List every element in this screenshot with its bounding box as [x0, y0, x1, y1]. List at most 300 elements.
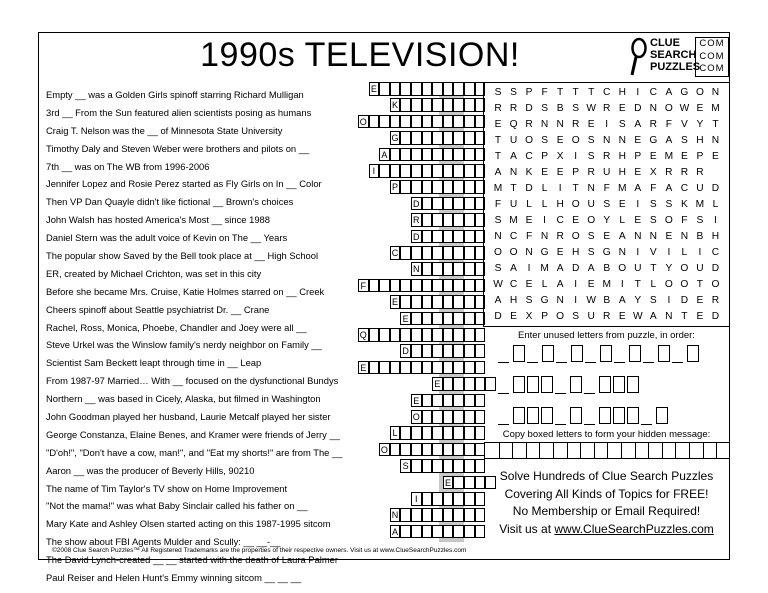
- answer-cell[interactable]: [453, 131, 464, 145]
- website-link[interactable]: www.ClueSearchPuzzles.com: [554, 521, 714, 536]
- grid-letter[interactable]: I: [543, 215, 547, 226]
- answer-cell[interactable]: [453, 279, 464, 293]
- answer-cell[interactable]: [443, 328, 454, 342]
- answer-cell[interactable]: [400, 115, 411, 129]
- letter-blank[interactable]: [498, 393, 509, 394]
- grid-letter[interactable]: R: [603, 151, 611, 162]
- answer-cell[interactable]: [432, 344, 443, 358]
- answer-cell[interactable]: D: [413, 231, 420, 242]
- grid-letter[interactable]: G: [540, 295, 549, 306]
- answer-cell[interactable]: [400, 525, 411, 539]
- answer-cell[interactable]: [453, 492, 464, 506]
- answer-cell[interactable]: [464, 410, 475, 424]
- grid-letter[interactable]: T: [650, 263, 657, 274]
- grid-letter[interactable]: T: [494, 135, 502, 146]
- answer-cell[interactable]: [443, 361, 454, 375]
- grid-letter[interactable]: M: [493, 183, 503, 194]
- grid-letter[interactable]: N: [711, 135, 720, 146]
- grid-letter[interactable]: W: [679, 103, 690, 114]
- answer-cell[interactable]: [422, 328, 433, 342]
- answer-cell[interactable]: E: [358, 361, 369, 375]
- grid-letter[interactable]: D: [680, 295, 689, 306]
- answer-cell[interactable]: [390, 328, 401, 342]
- letter-box[interactable]: [570, 376, 582, 393]
- answer-cell[interactable]: [453, 115, 464, 129]
- answer-cell[interactable]: [464, 197, 475, 211]
- answer-cell[interactable]: A: [379, 148, 390, 162]
- grid-letter[interactable]: K: [680, 199, 688, 210]
- grid-letter[interactable]: N: [618, 247, 626, 258]
- grid-letter[interactable]: P: [525, 87, 533, 98]
- answer-cell[interactable]: [422, 508, 433, 522]
- grid-letter[interactable]: S: [649, 295, 657, 306]
- grid-letter[interactable]: G: [602, 247, 611, 258]
- grid-letter[interactable]: S: [572, 311, 580, 322]
- answer-cell[interactable]: [422, 344, 433, 358]
- answer-cell[interactable]: [464, 508, 475, 522]
- grid-letter[interactable]: F: [525, 231, 533, 242]
- grid-letter[interactable]: T: [634, 279, 641, 290]
- answer-cell[interactable]: A: [390, 525, 401, 539]
- answer-cell[interactable]: [453, 410, 464, 424]
- grid-letter[interactable]: H: [571, 247, 580, 258]
- grid-letter[interactable]: F: [603, 183, 610, 194]
- answer-cell[interactable]: [443, 525, 454, 539]
- grid-letter[interactable]: H: [618, 87, 626, 98]
- grid-letter[interactable]: R: [603, 103, 611, 114]
- grid-letter[interactable]: I: [636, 87, 640, 98]
- grid-letter[interactable]: B: [603, 295, 611, 306]
- answer-cell[interactable]: [464, 344, 475, 358]
- letter-box[interactable]: [629, 345, 641, 362]
- grid-letter[interactable]: I: [667, 247, 671, 258]
- answer-cell[interactable]: [422, 361, 433, 375]
- answer-cell[interactable]: [443, 180, 454, 194]
- grid-letter[interactable]: R: [680, 167, 689, 178]
- answer-cell[interactable]: [400, 164, 411, 178]
- answer-cell[interactable]: [453, 98, 464, 112]
- grid-letter[interactable]: A: [556, 263, 564, 274]
- grid-letter[interactable]: E: [618, 311, 626, 322]
- grid-letter[interactable]: N: [540, 119, 549, 130]
- grid-letter[interactable]: A: [634, 119, 642, 130]
- answer-cell[interactable]: [475, 394, 486, 408]
- answer-cell[interactable]: [485, 377, 496, 391]
- grid-letter[interactable]: L: [681, 247, 688, 258]
- answer-cell[interactable]: [464, 246, 475, 260]
- answer-cell[interactable]: [464, 98, 475, 112]
- grid-letter[interactable]: A: [665, 87, 673, 98]
- grid-letter[interactable]: I: [620, 279, 624, 290]
- answer-cell[interactable]: [422, 443, 433, 457]
- letter-box[interactable]: [570, 407, 582, 424]
- answer-cell[interactable]: [453, 312, 464, 326]
- grid-letter[interactable]: R: [525, 119, 533, 130]
- grid-letter[interactable]: K: [525, 167, 533, 178]
- answer-cell[interactable]: [443, 279, 454, 293]
- grid-letter[interactable]: Q: [509, 119, 518, 130]
- grid-letter[interactable]: N: [509, 167, 518, 178]
- answer-cell[interactable]: [422, 230, 433, 244]
- answer-cell[interactable]: [464, 443, 475, 457]
- answer-cell[interactable]: [453, 180, 464, 194]
- letter-blank[interactable]: [584, 424, 595, 425]
- answer-cell[interactable]: [432, 115, 443, 129]
- answer-cell[interactable]: [464, 180, 475, 194]
- grid-letter[interactable]: S: [680, 135, 688, 146]
- answer-cell[interactable]: [453, 476, 464, 490]
- answer-cell[interactable]: [400, 328, 411, 342]
- grid-letter[interactable]: X: [556, 151, 564, 162]
- grid-letter[interactable]: C: [556, 215, 564, 226]
- answer-cell[interactable]: D: [413, 198, 420, 209]
- answer-cell[interactable]: [432, 148, 443, 162]
- answer-cell[interactable]: [369, 328, 380, 342]
- grid-letter[interactable]: R: [494, 103, 502, 114]
- letter-blank[interactable]: [556, 362, 567, 363]
- answer-cell[interactable]: O: [412, 412, 420, 422]
- answer-cell[interactable]: [475, 361, 486, 375]
- grid-letter[interactable]: E: [618, 103, 626, 114]
- answer-cell[interactable]: O: [380, 444, 388, 455]
- letter-box[interactable]: [627, 407, 639, 424]
- grid-letter[interactable]: S: [494, 263, 502, 274]
- answer-cell[interactable]: [411, 180, 422, 194]
- grid-letter[interactable]: D: [571, 263, 580, 274]
- answer-cell[interactable]: [453, 377, 464, 391]
- letter-box[interactable]: [656, 407, 668, 424]
- letter-box[interactable]: [541, 407, 553, 424]
- grid-letter[interactable]: D: [525, 183, 533, 194]
- answer-cell[interactable]: [422, 180, 433, 194]
- grid-letter[interactable]: W: [493, 279, 503, 290]
- answer-cell[interactable]: [390, 148, 401, 162]
- grid-letter[interactable]: E: [494, 119, 502, 130]
- grid-letter[interactable]: I: [527, 263, 531, 274]
- letter-box[interactable]: [613, 407, 625, 424]
- answer-cell[interactable]: [464, 279, 475, 293]
- grid-letter[interactable]: N: [618, 135, 626, 146]
- answer-cell[interactable]: [464, 230, 475, 244]
- grid-letter[interactable]: P: [572, 167, 580, 178]
- answer-cell[interactable]: [464, 377, 475, 391]
- grid-letter[interactable]: H: [509, 295, 518, 306]
- grid-letter[interactable]: M: [711, 103, 720, 114]
- answer-cell[interactable]: [369, 361, 380, 375]
- grid-letter[interactable]: E: [510, 311, 517, 322]
- grid-letter[interactable]: O: [664, 279, 673, 290]
- answer-cell[interactable]: [422, 246, 433, 260]
- grid-letter[interactable]: U: [509, 135, 518, 146]
- grid-letter[interactable]: P: [541, 311, 548, 322]
- grid-letter[interactable]: W: [586, 295, 596, 306]
- answer-cell[interactable]: [390, 164, 401, 178]
- grid-letter[interactable]: T: [712, 119, 719, 130]
- grid-letter[interactable]: O: [525, 135, 534, 146]
- answer-cell[interactable]: [432, 394, 443, 408]
- answer-cell[interactable]: [443, 98, 454, 112]
- grid-letter[interactable]: T: [681, 311, 688, 322]
- grid-letter[interactable]: N: [649, 231, 657, 242]
- answer-cell[interactable]: C: [391, 248, 399, 258]
- answer-cell[interactable]: [443, 410, 454, 424]
- letter-box[interactable]: [513, 345, 525, 362]
- grid-letter[interactable]: N: [540, 231, 549, 242]
- grid-letter[interactable]: S: [541, 135, 548, 146]
- grid-letter[interactable]: L: [619, 215, 626, 226]
- answer-cell[interactable]: F: [358, 279, 369, 293]
- grid-letter[interactable]: F: [681, 215, 688, 226]
- grid-letter[interactable]: E: [572, 215, 580, 226]
- grid-letter[interactable]: T: [494, 151, 502, 162]
- grid-letter[interactable]: A: [634, 183, 642, 194]
- answer-cell[interactable]: [453, 197, 464, 211]
- grid-letter[interactable]: O: [494, 247, 502, 258]
- answer-cell[interactable]: [422, 213, 433, 227]
- grid-letter[interactable]: C: [509, 231, 518, 242]
- answer-cell[interactable]: [464, 525, 475, 539]
- grid-letter[interactable]: O: [695, 87, 704, 98]
- grid-letter[interactable]: O: [680, 279, 689, 290]
- answer-cell[interactable]: [443, 164, 454, 178]
- answer-cell[interactable]: [422, 262, 433, 276]
- grid-letter[interactable]: E: [556, 167, 564, 178]
- grid-letter[interactable]: C: [525, 151, 533, 162]
- grid-letter[interactable]: D: [525, 103, 533, 114]
- grid-letter[interactable]: E: [696, 295, 704, 306]
- answer-cell[interactable]: [475, 344, 486, 358]
- grid-letter[interactable]: E: [696, 311, 704, 322]
- answer-cell[interactable]: [411, 115, 422, 129]
- answer-cell[interactable]: [411, 361, 422, 375]
- grid-letter[interactable]: I: [574, 151, 578, 162]
- grid-letter[interactable]: I: [667, 295, 671, 306]
- answer-cell[interactable]: [390, 361, 401, 375]
- answer-cell[interactable]: [432, 525, 443, 539]
- answer-cell[interactable]: [432, 82, 443, 96]
- answer-cell[interactable]: [475, 410, 486, 424]
- answer-cell[interactable]: Q: [359, 330, 367, 340]
- grid-letter[interactable]: S: [587, 151, 595, 162]
- grid-letter[interactable]: O: [664, 103, 673, 114]
- answer-cell[interactable]: E: [411, 394, 422, 408]
- grid-letter[interactable]: S: [541, 103, 548, 114]
- answer-cell[interactable]: [432, 180, 443, 194]
- answer-cell[interactable]: [432, 213, 443, 227]
- letter-box[interactable]: [541, 376, 553, 393]
- grid-letter[interactable]: N: [603, 135, 611, 146]
- grid-letter[interactable]: M: [618, 183, 627, 194]
- grid-letter[interactable]: L: [712, 199, 719, 210]
- answer-cell[interactable]: [432, 98, 443, 112]
- answer-cell[interactable]: [453, 361, 464, 375]
- letter-box[interactable]: [599, 407, 611, 424]
- grid-letter[interactable]: A: [494, 295, 502, 306]
- answer-cell[interactable]: [400, 279, 411, 293]
- answer-cell[interactable]: [464, 115, 475, 129]
- grid-letter[interactable]: A: [556, 279, 564, 290]
- grid-letter[interactable]: E: [618, 199, 626, 210]
- answer-cell[interactable]: [400, 508, 411, 522]
- grid-letter[interactable]: C: [649, 87, 657, 98]
- answer-cell[interactable]: [422, 394, 433, 408]
- answer-cell[interactable]: [411, 131, 422, 145]
- answer-cell[interactable]: [422, 312, 433, 326]
- grid-letter[interactable]: D: [634, 103, 642, 114]
- grid-letter[interactable]: I: [636, 247, 640, 258]
- grid-letter[interactable]: T: [557, 87, 564, 98]
- answer-cell[interactable]: [464, 492, 475, 506]
- grid-letter[interactable]: F: [541, 87, 548, 98]
- grid-letter[interactable]: C: [680, 183, 689, 194]
- grid-letter[interactable]: N: [649, 103, 657, 114]
- grid-letter[interactable]: S: [587, 247, 595, 258]
- grid-letter[interactable]: N: [494, 231, 502, 242]
- answer-cell[interactable]: [453, 230, 464, 244]
- grid-letter[interactable]: R: [649, 119, 657, 130]
- grid-letter[interactable]: L: [526, 199, 532, 210]
- grid-letter[interactable]: O: [571, 199, 580, 210]
- answer-cell[interactable]: I: [411, 492, 422, 506]
- answer-cell[interactable]: [475, 377, 486, 391]
- answer-cell[interactable]: [464, 328, 475, 342]
- answer-cell[interactable]: [422, 148, 433, 162]
- letter-box[interactable]: [600, 345, 612, 362]
- grid-letter[interactable]: S: [494, 215, 502, 226]
- grid-letter[interactable]: E: [603, 231, 611, 242]
- letter-box[interactable]: [613, 376, 625, 393]
- grid-letter[interactable]: N: [680, 231, 689, 242]
- answer-cell[interactable]: E: [369, 82, 380, 96]
- answer-cell[interactable]: [379, 115, 390, 129]
- grid-letter[interactable]: G: [540, 247, 549, 258]
- grid-letter[interactable]: T: [510, 183, 517, 194]
- answer-cell[interactable]: [400, 180, 411, 194]
- answer-cell[interactable]: E: [400, 312, 411, 326]
- grid-letter[interactable]: E: [649, 151, 657, 162]
- grid-letter[interactable]: Y: [696, 119, 704, 130]
- answer-cell[interactable]: [443, 426, 454, 440]
- grid-letter[interactable]: A: [510, 263, 517, 274]
- answer-cell[interactable]: N: [391, 510, 399, 521]
- grid-letter[interactable]: E: [587, 279, 595, 290]
- letter-blank[interactable]: [498, 362, 509, 363]
- answer-cell[interactable]: [443, 508, 454, 522]
- grid-letter[interactable]: N: [556, 295, 564, 306]
- answer-cell[interactable]: [464, 426, 475, 440]
- letter-blank[interactable]: [641, 424, 652, 425]
- grid-letter[interactable]: O: [618, 263, 627, 274]
- grid-letter[interactable]: M: [509, 215, 518, 226]
- grid-letter[interactable]: T: [572, 183, 579, 194]
- answer-cell[interactable]: [432, 426, 443, 440]
- answer-cell[interactable]: [379, 82, 390, 96]
- grid-letter[interactable]: O: [711, 279, 720, 290]
- letter-blank[interactable]: [584, 393, 595, 394]
- letter-box[interactable]: [599, 376, 611, 393]
- answer-cell[interactable]: [464, 476, 475, 490]
- answer-cell[interactable]: O: [359, 116, 367, 127]
- grid-letter[interactable]: R: [587, 167, 595, 178]
- grid-letter[interactable]: P: [541, 151, 548, 162]
- answer-cell[interactable]: [411, 312, 422, 326]
- answer-cell[interactable]: [443, 344, 454, 358]
- answer-cell[interactable]: [411, 508, 422, 522]
- grid-letter[interactable]: N: [556, 119, 564, 130]
- answer-cell[interactable]: [411, 279, 422, 293]
- answer-cell[interactable]: [453, 508, 464, 522]
- grid-letter[interactable]: A: [494, 167, 502, 178]
- grid-letter[interactable]: O: [556, 311, 565, 322]
- grid-letter[interactable]: Y: [603, 215, 611, 226]
- grid-letter[interactable]: U: [509, 199, 518, 210]
- grid-letter[interactable]: S: [603, 199, 611, 210]
- grid-letter[interactable]: R: [665, 167, 673, 178]
- answer-cell[interactable]: [400, 246, 411, 260]
- grid-letter[interactable]: O: [571, 231, 580, 242]
- grid-letter[interactable]: S: [572, 103, 580, 114]
- answer-cell[interactable]: [432, 164, 443, 178]
- answer-cell[interactable]: [400, 361, 411, 375]
- answer-cell[interactable]: [453, 164, 464, 178]
- grid-letter[interactable]: O: [509, 247, 518, 258]
- grid-letter[interactable]: B: [556, 103, 564, 114]
- answer-cell[interactable]: G: [391, 133, 399, 144]
- answer-cell[interactable]: [464, 262, 475, 276]
- grid-letter[interactable]: R: [603, 311, 611, 322]
- answer-cell[interactable]: [443, 459, 454, 473]
- letter-blank[interactable]: [643, 362, 654, 363]
- grid-letter[interactable]: Y: [665, 263, 673, 274]
- letter-blank[interactable]: [555, 393, 566, 394]
- grid-letter[interactable]: E: [556, 135, 564, 146]
- grid-letter[interactable]: W: [586, 103, 596, 114]
- grid-letter[interactable]: N: [665, 311, 673, 322]
- answer-cell[interactable]: [432, 262, 443, 276]
- grid-letter[interactable]: H: [618, 151, 626, 162]
- answer-cell[interactable]: [422, 131, 433, 145]
- answer-cell[interactable]: [443, 115, 454, 129]
- answer-cell[interactable]: [411, 246, 422, 260]
- grid-letter[interactable]: I: [574, 279, 578, 290]
- answer-cell[interactable]: [432, 410, 443, 424]
- answer-cell[interactable]: [432, 361, 443, 375]
- grid-letter[interactable]: R: [696, 167, 704, 178]
- grid-letter[interactable]: I: [636, 199, 640, 210]
- grid-letter[interactable]: D: [711, 311, 720, 322]
- grid-letter[interactable]: S: [649, 199, 657, 210]
- grid-letter[interactable]: M: [695, 199, 705, 210]
- answer-cell[interactable]: [411, 98, 422, 112]
- grid-letter[interactable]: D: [711, 183, 720, 194]
- letter-blank[interactable]: [498, 424, 509, 425]
- answer-cell[interactable]: [390, 115, 401, 129]
- letter-blank[interactable]: [614, 362, 625, 363]
- answer-cell[interactable]: [443, 82, 454, 96]
- grid-letter[interactable]: O: [571, 135, 580, 146]
- grid-letter[interactable]: U: [696, 263, 704, 274]
- answer-cell[interactable]: [422, 197, 433, 211]
- grid-letter[interactable]: U: [696, 183, 704, 194]
- letter-blank[interactable]: [585, 362, 596, 363]
- grid-letter[interactable]: M: [602, 279, 611, 290]
- grid-letter[interactable]: R: [571, 119, 580, 130]
- grid-letter[interactable]: C: [603, 87, 611, 98]
- grid-letter[interactable]: A: [510, 151, 517, 162]
- grid-letter[interactable]: E: [712, 151, 719, 162]
- grid-letter[interactable]: R: [556, 231, 564, 242]
- grid-letter[interactable]: I: [574, 295, 578, 306]
